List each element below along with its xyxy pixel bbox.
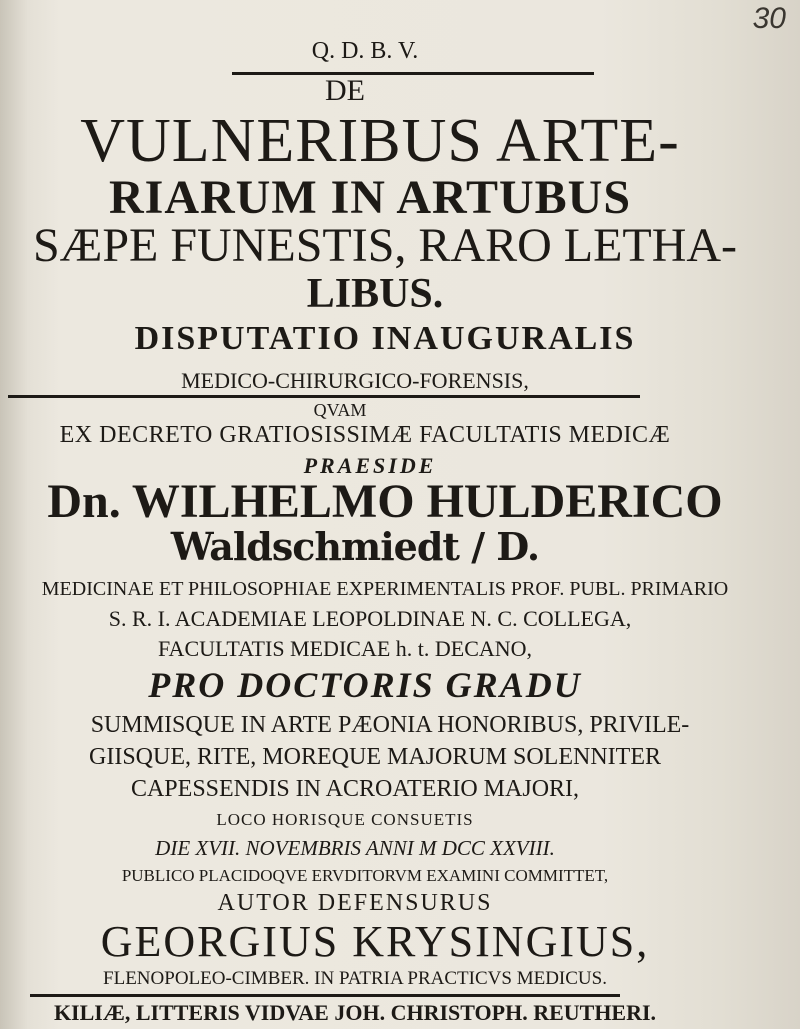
imprint-line: KILIÆ, LITTERIS VIDVAE JOH. CHRISTOPH. REUTHERI. xyxy=(53,1000,657,1025)
president-name: Dn. WILHELMO HULDERICO xyxy=(47,475,723,528)
title-line-3: SÆPE FUNESTIS, RARO LETHA- xyxy=(32,219,738,272)
praeside-line: PRAESIDE xyxy=(303,453,437,478)
decree-line: EX DECRETO GRATIOSISSIMÆ FACULTATIS MEDICÆ xyxy=(59,422,671,448)
degree-line-5: LOCO HORISQUE CONSUETIS xyxy=(216,810,474,829)
degree-line-2: SUMMISQUE IN ARTE PÆONIA HONORIBUS, PRIVILE- xyxy=(90,712,690,738)
degree-line-4: CAPESSENDIS IN ACROATERIO MAJORI, xyxy=(130,776,580,802)
middle-rule xyxy=(8,395,640,398)
title-line-1: VULNERIBUS ARTE- xyxy=(80,107,680,175)
author-label: AUTOR DEFENSURUS xyxy=(217,890,493,916)
subtitle-line-1: DISPUTATIO INAUGURALIS xyxy=(134,320,636,357)
president-title-3: FACULTATIS MEDICAE h. t. DECANO, xyxy=(157,636,533,661)
de-heading: DE xyxy=(325,74,365,107)
author-origin: FLENOPOLEO-CIMBER. IN PATRIA PRACTICVS MEDICUS. xyxy=(103,968,607,989)
degree-line-6: DIE XVII. NOVEMBRIS ANNI M DCC XXVIII. xyxy=(155,836,555,860)
title-line-2: RIARUM IN ARTUBUS xyxy=(108,171,632,224)
author-name: GEORGIUS KRYSINGIUS, xyxy=(100,917,650,966)
president-surname: Waldschmiedt / D. xyxy=(170,524,540,569)
bottom-rule xyxy=(30,994,620,997)
degree-line-1: PRO DOCTORIS GRADU xyxy=(148,665,582,705)
subtitle-line-2: MEDICO-CHIRURGICO-FORENSIS, xyxy=(181,368,529,393)
president-title-1: MEDICINAE ET PHILOSOPHIAE EXPERIMENTALIS PROF. PUBL. PRIMARIO xyxy=(41,578,729,600)
qvam-line: QVAM xyxy=(313,400,367,420)
page-edge-mark: 30 xyxy=(752,2,786,35)
degree-line-7: PUBLICO PLACIDOQVE ERVDITORVM EXAMINI COMMITTET, xyxy=(121,866,609,885)
title-line-4: LIBUS. xyxy=(306,271,444,317)
degree-line-3: GIISQUE, RITE, MOREQUE MAJORUM SOLENNITER xyxy=(89,744,661,770)
ornament-line: Q. D. B. V. xyxy=(311,38,419,64)
president-title-2: S. R. I. ACADEMIAE LEOPOLDINAE N. C. COLLEGA, xyxy=(108,606,632,631)
